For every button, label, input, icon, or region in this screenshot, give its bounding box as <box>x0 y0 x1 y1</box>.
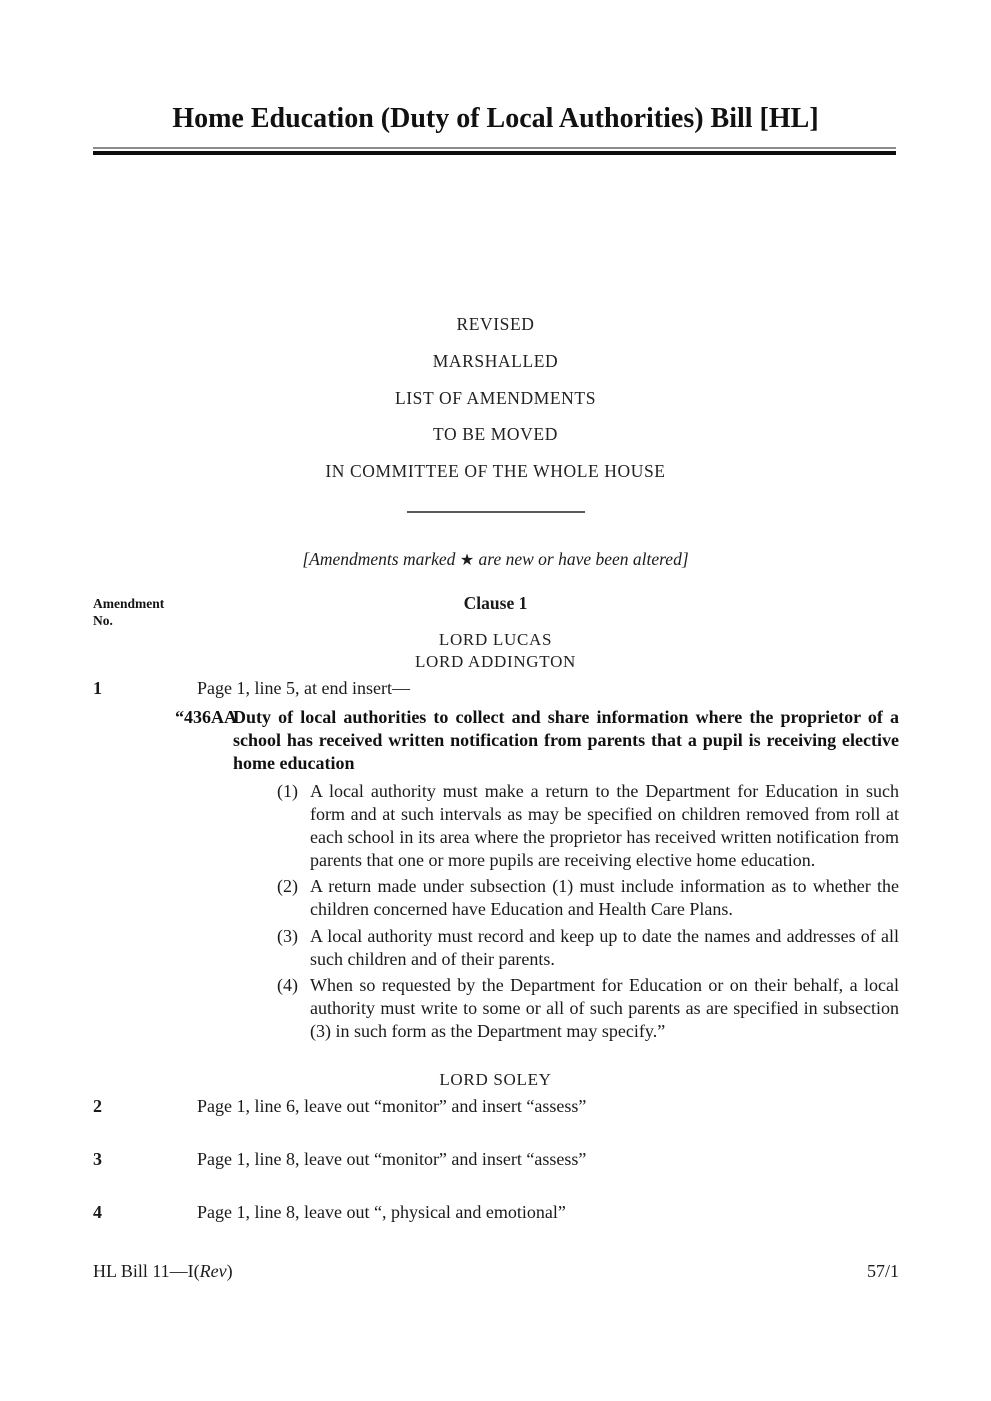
title-divider-thick-line <box>93 151 896 155</box>
sponsor-lord-lucas: LORD LUCAS <box>438 630 553 649</box>
amendment-col-label-line2: No. <box>93 612 113 628</box>
star-icon: ★ <box>459 552 475 569</box>
sponsor-lord-soley: LORD SOLEY <box>439 1070 552 1089</box>
document-type-lines <box>0 306 991 490</box>
amendment-number: 2 <box>93 1096 102 1116</box>
subsection-text: A local authority must record and keep up to date the names and addresses of all such children and of their parents. <box>310 925 899 969</box>
subsection-4 <box>277 974 899 1043</box>
marked-note-prefix: [Amendments marked <box>302 549 460 569</box>
type-line-committee: IN COMMITTEE OF THE WHOLE HOUSE <box>325 461 666 482</box>
bill-reference-suffix: ) <box>226 1261 233 1281</box>
subsection-number: (1) <box>277 781 298 801</box>
clause-1-heading: Clause 1 <box>463 593 528 613</box>
subsection-text: A return made under subsection (1) must include information as to whether the children concerned have Education and Health Care Plans. <box>310 876 899 920</box>
amendment-number: 3 <box>93 1149 102 1169</box>
bill-reference-prefix: HL Bill 11—I( <box>93 1261 200 1281</box>
subsection-2 <box>277 875 899 921</box>
subsection-text: A local authority must make a return to the Department for Education in such form and at such intervals as may be specified on children removed from roll at each school in its area where the proprietor has received written notification from parents that one or more pupils are receiving elective home education. <box>310 781 899 871</box>
subsection-text: When so requested by the Department for Education or on their behalf, a local authority must write to some or all of such parents as are specified in subsection (3) in such form as the Department may specify.” <box>310 974 899 1041</box>
type-line-marshalled: MARSHALLED <box>432 350 559 371</box>
bill-reference-rev: Rev <box>199 1261 227 1281</box>
inserted-section-heading <box>175 706 899 775</box>
amendment-instruction: Page 1, line 6, leave out “monitor” and insert “assess” <box>197 1096 587 1116</box>
type-line-list: LIST OF AMENDMENTS <box>394 387 597 408</box>
amendment-number: 1 <box>93 678 102 698</box>
bill-reference <box>93 1261 233 1282</box>
sponsor-lord-addington: LORD ADDINGTON <box>414 651 577 671</box>
type-line-revised: REVISED <box>456 314 535 334</box>
section-number-label: “436AA <box>175 707 237 727</box>
amendment-instruction: Page 1, line 8, leave out “monitor” and insert “assess” <box>197 1149 587 1169</box>
subsection-1 <box>277 780 899 872</box>
amendment-instruction: Page 1, line 8, leave out “, physical and emotional” <box>197 1202 566 1222</box>
amendment-row-2 <box>93 1096 899 1117</box>
subsection-number: (4) <box>277 974 298 995</box>
page-title: Home Education (Duty of Local Authorities) Bill [HL] <box>172 103 819 134</box>
marked-note-suffix: are new or have been altered] <box>474 549 689 569</box>
inserted-section-436aa <box>175 706 899 1043</box>
page-reference: 57/1 <box>866 1261 899 1281</box>
amendment-row-4 <box>93 1202 899 1223</box>
amendment-row-3 <box>93 1149 899 1170</box>
amendment-col-label-line1: Amendment <box>93 596 165 611</box>
page-footer <box>93 1261 899 1282</box>
section-divider-rule <box>407 511 585 513</box>
subsection-number: (2) <box>277 876 298 897</box>
amendment-instruction: Page 1, line 5, at end insert— <box>197 678 410 698</box>
subsection-number: (3) <box>277 925 298 946</box>
amendment-number: 4 <box>93 1202 102 1222</box>
clause-1-sponsors <box>0 629 991 673</box>
marked-amendments-note <box>0 549 991 570</box>
amendment-row-1 <box>93 678 899 699</box>
title-divider <box>93 147 896 155</box>
section-heading-text: Duty of local authorities to collect and share information where the proprietor of a school has received written notification from parents that a pupil is receiving elective home education <box>233 707 899 773</box>
subsection-list <box>277 780 899 1043</box>
type-line-moved: TO BE MOVED <box>433 424 558 445</box>
subsection-3 <box>277 925 899 971</box>
